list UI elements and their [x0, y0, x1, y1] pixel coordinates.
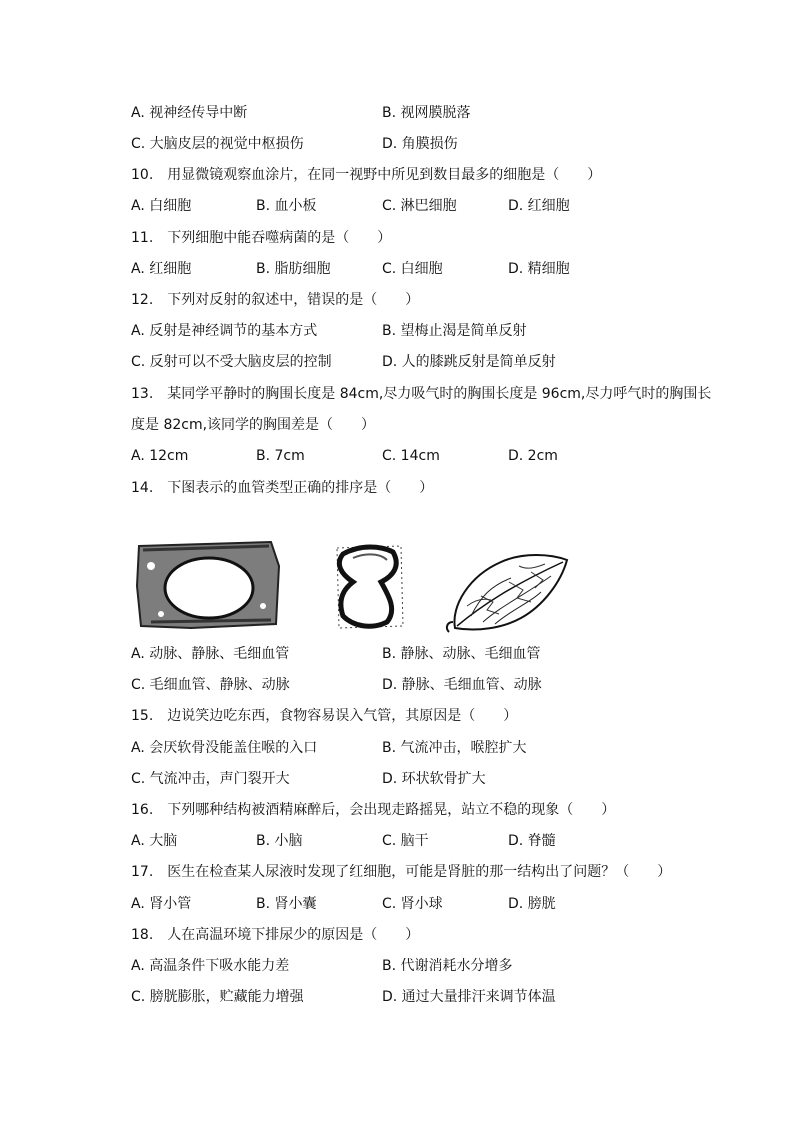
option-9b: B. 视网膜脱落	[382, 105, 471, 121]
option-13c: C. 14cm	[382, 448, 440, 464]
option-12c: C. 反射可以不受大脑皮层的控制	[131, 354, 332, 370]
option-15a: A. 会厌软骨没能盖住喉的入口	[131, 740, 318, 756]
option-17a: A. 肾小管	[131, 896, 192, 912]
option-10d: D. 红细胞	[508, 198, 570, 214]
vessel-3-image	[447, 555, 567, 632]
option-17d: D. 膀胱	[508, 896, 556, 912]
option-13d: D. 2cm	[508, 448, 558, 464]
question-13-line2: 度是 82cm,该同学的胸围差是（ ）	[131, 417, 376, 433]
vessel-2-image	[337, 546, 403, 628]
option-16d: D. 脊髓	[508, 833, 556, 849]
option-14c: C. 毛细血管、静脉、动脉	[131, 677, 290, 693]
question-15: 15. 边说笑边吃东西，食物容易误入气管，其原因是（ ）	[131, 708, 518, 724]
option-13a: A. 12cm	[131, 448, 189, 464]
question-14: 14. 下图表示的血管类型正确的排序是（ ）	[131, 480, 434, 496]
option-12a: A. 反射是神经调节的基本方式	[131, 323, 318, 339]
option-10a: A. 白细胞	[131, 198, 192, 214]
option-12d: D. 人的膝跳反射是简单反射	[382, 354, 556, 370]
option-10c: C. 淋巴细胞	[382, 198, 457, 214]
question-10: 10. 用显微镜观察血涂片，在同一视野中所见到数目最多的细胞是（ ）	[131, 167, 602, 183]
option-10b: B. 血小板	[256, 198, 317, 214]
blood-vessel-figure	[131, 536, 591, 636]
option-17b: B. 肾小囊	[256, 896, 317, 912]
option-9d: D. 角膜损伤	[382, 136, 458, 152]
option-14a: A. 动脉、静脉、毛细血管	[131, 646, 290, 662]
option-16c: C. 脑干	[382, 833, 429, 849]
option-18c: C. 膀胱膨胀，贮藏能力增强	[131, 989, 304, 1005]
option-14b: B. 静脉、动脉、毛细血管	[382, 646, 541, 662]
option-15b: B. 气流冲击，喉腔扩大	[382, 740, 527, 756]
option-9c: C. 大脑皮层的视觉中枢损伤	[131, 136, 304, 152]
question-16: 16. 下列哪种结构被酒精麻醉后，会出现走路摇晃，站立不稳的现象（ ）	[131, 802, 616, 818]
option-11a: A. 红细胞	[131, 261, 192, 277]
option-13b: B. 7cm	[256, 448, 305, 464]
question-12: 12. 下列对反射的叙述中，错误的是（ ）	[131, 292, 420, 308]
option-18a: A. 高温条件下吸水能力差	[131, 958, 290, 974]
option-9a: A. 视神经传导中断	[131, 105, 248, 121]
option-14d: D. 静脉、毛细血管、动脉	[382, 677, 542, 693]
option-18b: B. 代谢消耗水分增多	[382, 958, 513, 974]
option-18d: D. 通过大量排汗来调节体温	[382, 989, 556, 1005]
option-15c: C. 气流冲击，声门裂开大	[131, 771, 290, 787]
question-17: 17. 医生在检查某人尿液时发现了红细胞，可能是肾脏的那一结构出了问题？（ ）	[131, 864, 672, 880]
question-18: 18. 人在高温环境下排尿少的原因是（ ）	[131, 927, 420, 943]
vessel-1-image	[137, 542, 279, 628]
option-11c: C. 白细胞	[382, 261, 443, 277]
question-13-line1: 13. 某同学平静时的胸围长度是 84cm,尽力吸气时的胸围长度是 96cm,尽力呼气时的胸围长	[131, 386, 712, 402]
option-11b: B. 脂肪细胞	[256, 261, 331, 277]
option-15d: D. 环状软骨扩大	[382, 771, 486, 787]
option-11d: D. 精细胞	[508, 261, 570, 277]
option-16b: B. 小脑	[256, 833, 303, 849]
option-17c: C. 肾小球	[382, 896, 443, 912]
option-12b: B. 望梅止渴是简单反射	[382, 323, 527, 339]
question-11: 11. 下列细胞中能吞噬病菌的是（ ）	[131, 230, 392, 246]
option-16a: A. 大脑	[131, 833, 178, 849]
